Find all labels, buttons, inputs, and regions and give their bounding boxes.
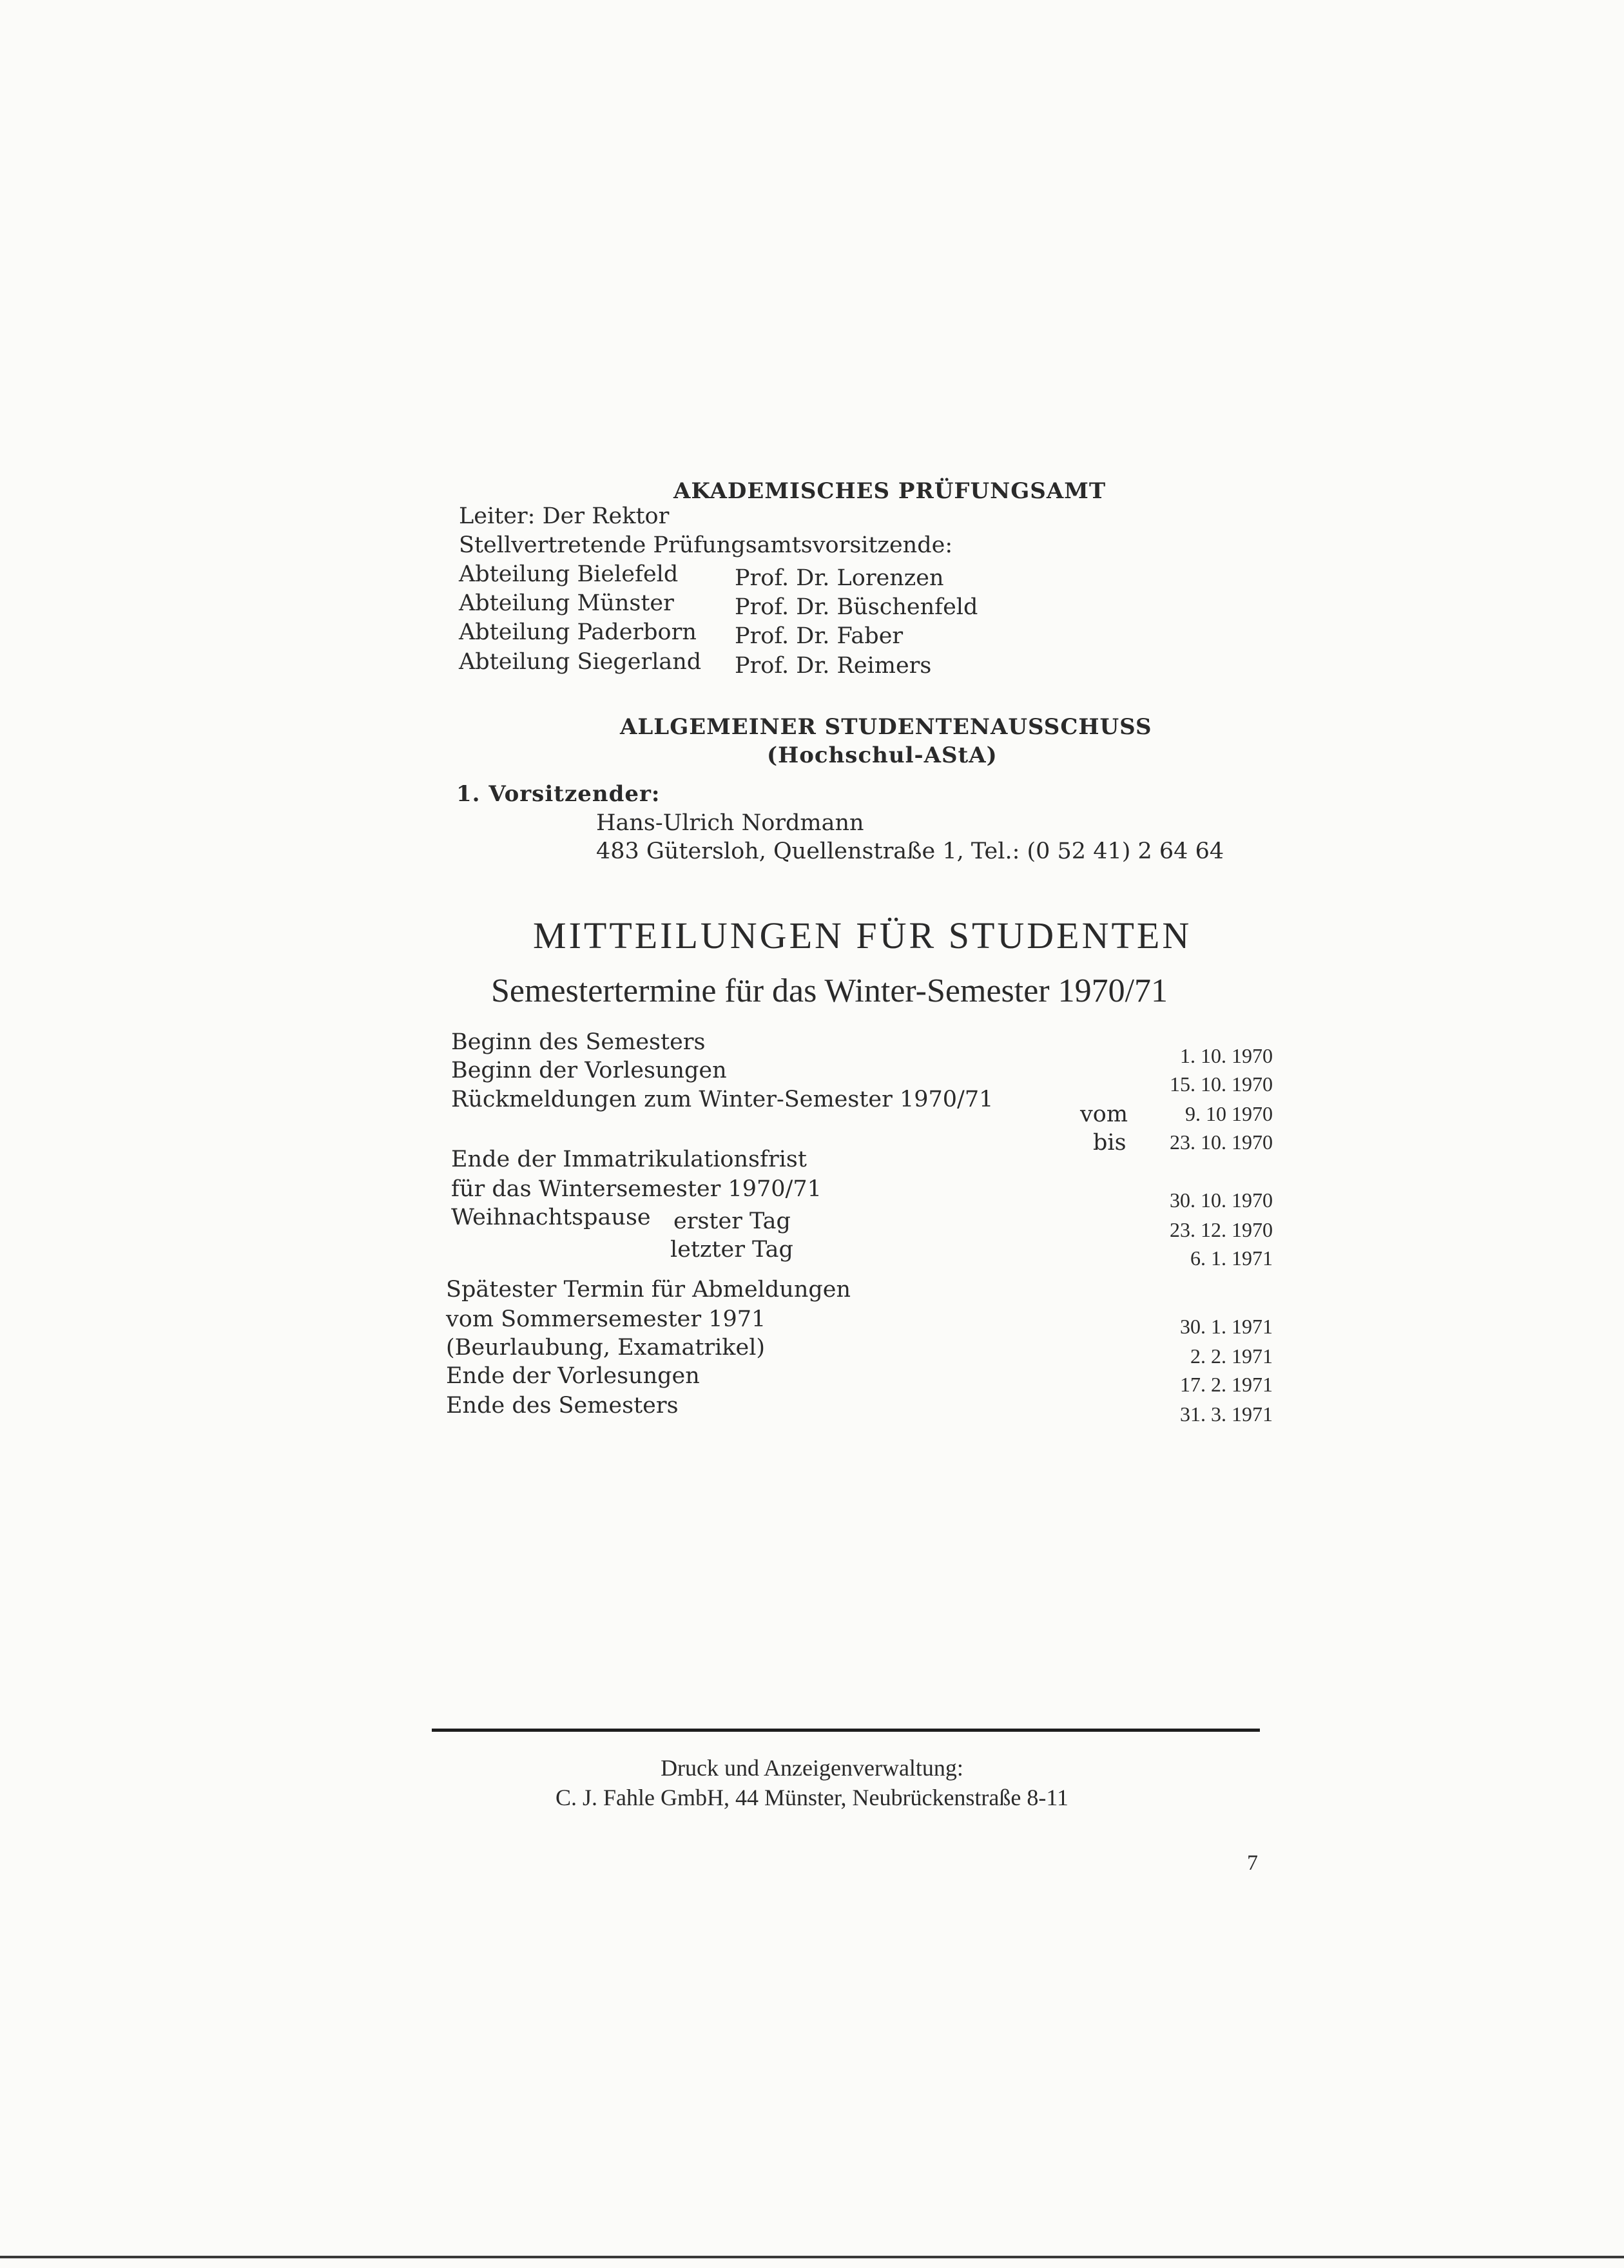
vorsitz-address: 483 Gütersloh, Quellenstraße 1, Tel.: (0 52 41) 2 64 64 [596,838,1224,864]
scan-edge [0,2256,1624,2258]
abteilung-label: Abteilung Paderborn [459,619,697,645]
termin-label: (Beurlaubung, Examatrikel) [446,1335,766,1361]
termin-label: Ende der Vorlesungen [446,1363,700,1389]
mitteilungen-title: MITTEILUNGEN FÜR STUDENTEN [533,915,1192,956]
termin-label: letzter Tag [670,1237,793,1263]
termin-date: 9. 10 1970 [1185,1102,1273,1125]
abteilung-name: Prof. Dr. Faber [735,623,904,649]
termin-date: 15. 10. 1970 [1170,1072,1273,1096]
termin-label: vom Sommersemester 1971 [446,1306,766,1332]
page-number: 7 [1247,1851,1258,1875]
stellv-text: Stellvertretende Prüfungsamtsvorsitzende: [459,532,953,558]
termin-date: 2. 2. 1971 [1190,1344,1273,1368]
termin-label: Beginn der Vorlesungen [451,1058,727,1083]
date-prefix: vom [1080,1101,1128,1127]
termin-date: 23. 12. 1970 [1170,1218,1273,1241]
asta-subheading: (Hochschul-AStA) [767,742,998,768]
abteilung-label: Abteilung Münster [459,590,674,616]
termin-label: Ende des Semesters [446,1393,679,1419]
footer-line-2: C. J. Fahle GmbH, 44 Münster, Neubrückenstraße 8-11 [555,1785,1069,1810]
termin-label: Rückmeldungen zum Winter-Semester 1970/71 [451,1087,994,1112]
termin-label: Spätester Termin für Abmeldungen [446,1277,851,1303]
date-prefix: bis [1093,1130,1126,1156]
mitteilungen-subtitle: Semestertermine für das Winter-Semester 1970/71 [491,973,1168,1009]
vorsitz-label: 1. Vorsitzender: [456,781,661,807]
termin-date: 17. 2. 1971 [1180,1373,1273,1396]
abteilung-name: Prof. Dr. Reimers [735,653,932,679]
pruefungsamt-heading: AKADEMISCHES PRÜFUNGSAMT [673,478,1107,504]
termin-date: 30. 1. 1971 [1180,1315,1273,1338]
footer-rule [432,1729,1260,1732]
termin-date: 6. 1. 1971 [1190,1246,1273,1270]
abteilung-name: Prof. Dr. Lorenzen [735,565,944,591]
asta-heading: ALLGEMEINER STUDENTENAUSSCHUSS [620,714,1152,740]
termin-label: erster Tag [673,1208,791,1234]
termin-label: Beginn des Semesters [451,1029,706,1055]
abteilung-label: Abteilung Bielefeld [459,561,679,587]
abteilung-label: Abteilung Siegerland [459,649,702,675]
termin-date: 30. 10. 1970 [1170,1188,1273,1212]
termin-label: Ende der Immatrikulationsfrist [451,1147,807,1172]
vorsitz-name: Hans-Ulrich Nordmann [596,810,864,836]
termin-date: 23. 10. 1970 [1170,1130,1273,1154]
abteilung-name: Prof. Dr. Büschenfeld [735,594,978,620]
termin-date: 31. 3. 1971 [1180,1402,1273,1426]
termin-label: für das Wintersemester 1970/71 [451,1176,822,1202]
termin-label: Weihnachtspause [451,1205,651,1230]
leiter-text: Leiter: Der Rektor [459,503,670,529]
footer-line-1: Druck und Anzeigenverwaltung: [661,1755,963,1781]
termin-date: 1. 10. 1970 [1180,1044,1273,1067]
